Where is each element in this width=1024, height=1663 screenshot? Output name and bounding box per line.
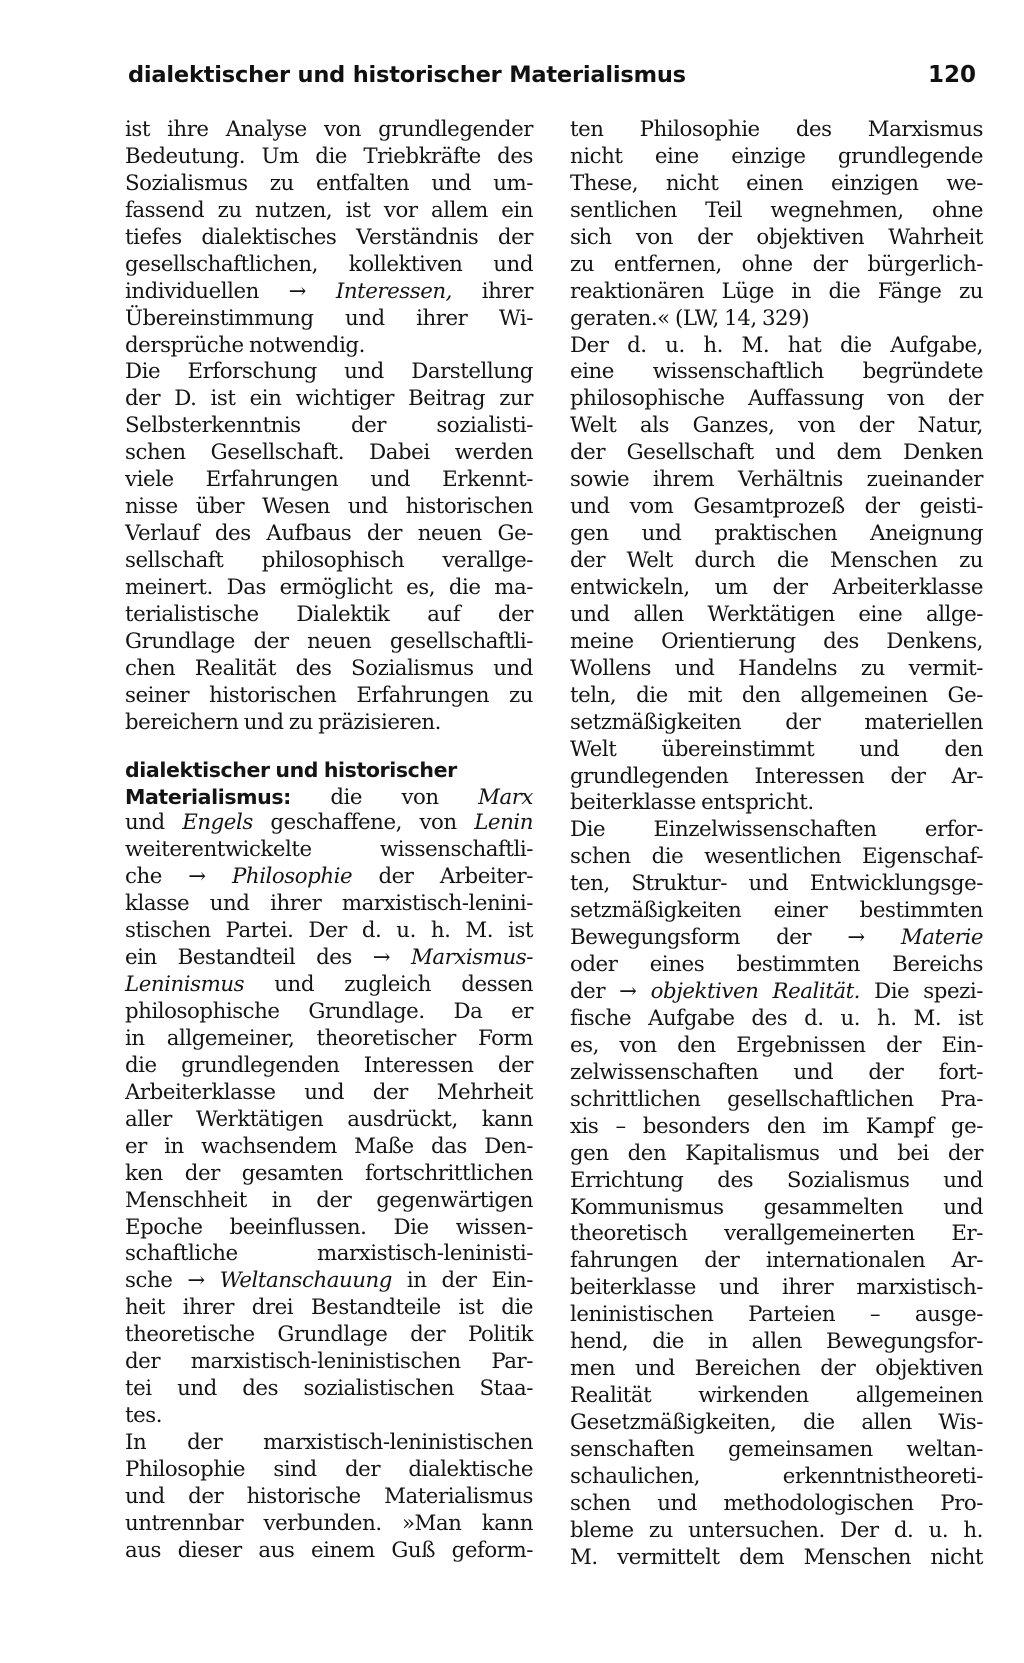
text-line: leninistischen Parteien – ausge- [570,1302,983,1328]
text-line: tei und des sozialistischen Staa- [125,1376,533,1402]
text-line: Die Einzelwissenschaften erfor- [570,817,983,843]
text-line: Realität wirkenden allgemeinen [570,1383,983,1409]
text-line: sich von der objektiven Wahrheit [570,224,983,250]
text-line: grundlegenden Interessen der Ar- [570,763,983,789]
reference-lenin: Lenin [474,810,533,836]
left-column [125,117,533,1565]
text-fragment: und [125,810,183,836]
text-line: terialistische Dialektik auf der [125,601,533,627]
cross-reference-arrow-icon: → [372,945,391,971]
text-line: der Gesellschaft und dem Denken [570,440,983,466]
text-line-with-reference [125,784,533,811]
text-line: Philosophie sind der dialektische [125,1456,533,1482]
text-line: Errichtung des Sozialismus und [570,1167,983,1193]
text-line: M. vermittelt dem Menschen nicht [570,1544,983,1570]
text-line: ist ihre Analyse von grundlegender [125,117,533,142]
text-line: beiterklasse und ihrer marxistisch- [570,1275,983,1301]
text-line: schen und methodologischen Pro- [570,1490,983,1516]
text-line: Kommunismus gesammelten und [570,1194,983,1220]
text-line-with-reference [125,1268,533,1295]
text-line: seiner historischen Erfahrungen zu [125,682,533,708]
cross-reference-marxismus: Marxismus- [411,945,533,971]
text-line: und allen Werktätigen eine allge- [570,601,983,627]
text-line: bereichern und zu präzisieren. [125,709,441,735]
text-line: Der d. u. h. M. hat die Aufgabe, [570,332,983,358]
text-line-with-reference [125,279,533,306]
text-line-with-reference [570,925,983,952]
text-line: oder eines bestimmten Bereichs [570,952,983,978]
cross-reference-leninismus: Leninismus [125,972,245,998]
cross-reference-interessen: Interessen, [335,278,452,304]
text-line: gesellschaftlichen, kollektiven und [125,251,533,277]
text-line: und der historische Materialismus [125,1483,533,1509]
cross-reference-arrow-icon: → [288,278,307,304]
text-line-with-reference [125,864,533,891]
text-line: meine Orientierung des Denkens, [570,628,983,654]
text-line: der D. ist ein wichtiger Beitrag zur [125,386,533,412]
text-line: gen und praktischen Aneignung [570,521,983,547]
text-line: schaftliche marxistisch-leninisti- [125,1241,533,1267]
running-head: dialektischer und historischer Materialismus [128,62,686,88]
text-line: fahrungen der internationalen Ar- [570,1248,983,1274]
text-line: men und Bereichen der objektiven [570,1356,983,1382]
text-fragment: ihrer [451,278,534,304]
text-line: Gesetzmäßigkeiten, die allen Wis- [570,1410,983,1435]
text-line: sellschaft philosophisch verallge- [125,548,533,573]
text-line: beiterklasse entspricht. [570,790,814,816]
text-line: ten Philosophie des Marxismus [570,117,983,142]
text-line: er in wachsendem Maße das Den- [125,1133,533,1159]
text-line: Die Erforschung und Darstellung [125,359,533,385]
cross-reference-arrow-icon: → [187,1268,205,1294]
text-line: theoretische Grundlage der Politik [125,1322,533,1348]
text-line: nicht eine einzige grundlegende [570,143,983,169]
text-line: stischen Partei. Der d. u. h. M. ist [125,918,533,944]
text-line: untrennbar verbunden. »Man kann [125,1510,533,1536]
text-line: meinert. Das ermöglicht es, die ma- [125,574,533,600]
text-line: Grundlage der neuen gesellschaftli- [125,628,533,654]
text-line: weiterentwickelte wissenschaftli- [125,837,533,863]
text-line: aus dieser aus einem Guß geform- [125,1537,533,1563]
text-fragment: che [125,864,189,890]
cross-reference-arrow-icon: → [847,925,865,951]
text-line: sowie ihrem Verhältnis zueinander [570,467,983,493]
text-line-with-reference [125,972,533,999]
text-line: Welt als Ganzes, von der Natur, [570,413,983,439]
text-line: tes. [125,1403,163,1429]
text-fragment: Bewegungsform der [570,925,848,951]
text-line: es, von den Ergebnissen der Ein- [570,1032,983,1058]
text-line: heit ihrer drei Bestandteile ist die [125,1295,533,1321]
text-line: zu entfernen, ohne der bürgerlich- [570,251,983,277]
text-fragment: Die spezi- [860,979,983,1004]
text-line-with-reference [570,979,983,1006]
text-line: schen die wesentlichen Eigenschaf- [570,844,983,870]
text-line: setzmäßigkeiten der materiellen [570,709,983,735]
text-line: senschaften gemeinsamen weltan- [570,1436,983,1462]
entry-heading-term: Materialismus: [125,784,291,809]
text-line: aller Werktätigen ausdrückt, kann [125,1106,533,1132]
right-column [570,117,983,1572]
reference-marx: Marx [478,784,533,810]
text-fragment: und zugleich dessen [244,972,533,998]
text-line: und vom Gesamtprozeß der geisti- [570,494,983,520]
paragraph-gap [125,737,533,757]
text-fragment: der [570,979,620,1004]
text-line: theoretisch verallgemeinerten Er- [570,1221,983,1247]
reference-engels: Engels [182,810,253,836]
cross-reference-arrow-icon: → [188,864,206,890]
text-line: gen den Kapitalismus und bei der [570,1140,983,1166]
text-line: schaulichen, erkenntnistheoreti- [570,1463,983,1489]
cross-reference-arrow-icon: → [619,979,637,1004]
text-line: ken der gesamten fortschrittlichen [125,1160,533,1186]
page-number: 120 [928,62,977,88]
text-line: Arbeiterklasse und der Mehrheit [125,1079,533,1105]
entry-heading: dialektischer und historischer [125,757,457,782]
cross-reference-philosophie: Philosophie [232,864,353,890]
cross-reference-materie: Materie [900,925,983,951]
text-line: philosophische Auffassung von der [570,386,983,412]
text-line: Sozialismus zu entfalten und um- [125,170,533,196]
text-line: Übereinstimmung und ihrer Wi- [125,305,533,331]
text-line: sentlichen Teil wegnehmen, ohne [570,197,983,223]
text-line: Bedeutung. Um die Triebkräfte des [125,143,533,169]
text-fragment: individuellen [125,278,289,304]
text-line-with-reference [125,945,533,972]
text-line: hend, die in allen Bewegungsfor- [570,1329,983,1355]
text-line: bleme zu untersuchen. Der d. u. h. [570,1517,983,1543]
text-line: entwickeln, um der Arbeiterklasse [570,574,983,600]
text-line: Selbsterkenntnis der sozialisti- [125,413,533,439]
text-fragment: geschaffene, von [252,810,475,836]
text-line: dersprüche notwendig. [125,332,365,358]
text-line: der marxistisch-leninistischen Par- [125,1349,533,1375]
text-line: fische Aufgabe des d. u. h. M. ist [570,1005,983,1031]
text-line: fassend zu nutzen, ist vor allem ein [125,197,533,223]
text-line: ten, Struktur- und Entwicklungsge- [570,871,983,897]
text-line: tiefes dialektisches Verständnis der [125,224,533,250]
text-fragment: ein Bestandteil des [125,945,373,971]
cross-reference-objektive-realitaet: objektiven Realität. [650,979,860,1004]
text-line: Wollens und Handelns zu vermit- [570,655,983,681]
text-line: die grundlegenden Interessen der [125,1052,533,1078]
text-line: zelwissenschaften und der fort- [570,1059,983,1085]
text-line-with-reference [125,810,533,837]
text-line: Menschheit in der gegenwärtigen [125,1187,533,1213]
text-line: nisse über Wesen und historischen [125,494,533,520]
text-line: philosophische Grundlage. Da er [125,999,533,1024]
text-line: der Welt durch die Menschen zu [570,548,983,573]
text-line: in allgemeiner, theoretischer Form [125,1025,533,1051]
text-line: setzmäßigkeiten einer bestimmten [570,898,983,924]
text-line: eine wissenschaftlich begründete [570,359,983,385]
text-line: Welt übereinstimmt und den [570,736,983,762]
text-line: These, nicht einen einzigen we- [570,170,983,196]
text-fragment: in der Ein- [391,1268,533,1294]
text-line: chen Realität des Sozialismus und [125,655,533,681]
citation-line: geraten.« (LW, 14, 329) [570,305,810,331]
text-line: Verlauf des Aufbaus der neuen Ge- [125,521,533,547]
text-line: teln, die mit den allgemeinen Ge- [570,682,983,708]
text-fragment: die von [290,784,479,810]
text-line: klasse und ihrer marxistisch-lenini- [125,891,533,917]
text-line: reaktionären Lüge in die Fänge zu [570,278,983,304]
text-line: xis – besonders den im Kampf ge- [570,1113,983,1139]
text-line: schen Gesellschaft. Dabei werden [125,440,533,466]
text-line: schrittlichen gesellschaftlichen Pra- [570,1086,983,1112]
cross-reference-weltanschauung: Weltanschauung [219,1268,392,1294]
text-line: In der marxistisch-leninistischen [125,1430,533,1455]
text-fragment: der Arbeiter- [352,864,533,890]
text-fragment: sche [125,1268,188,1294]
text-line: Epoche beeinflussen. Die wissen- [125,1214,533,1240]
text-line: viele Erfahrungen und Erkennt- [125,467,533,493]
